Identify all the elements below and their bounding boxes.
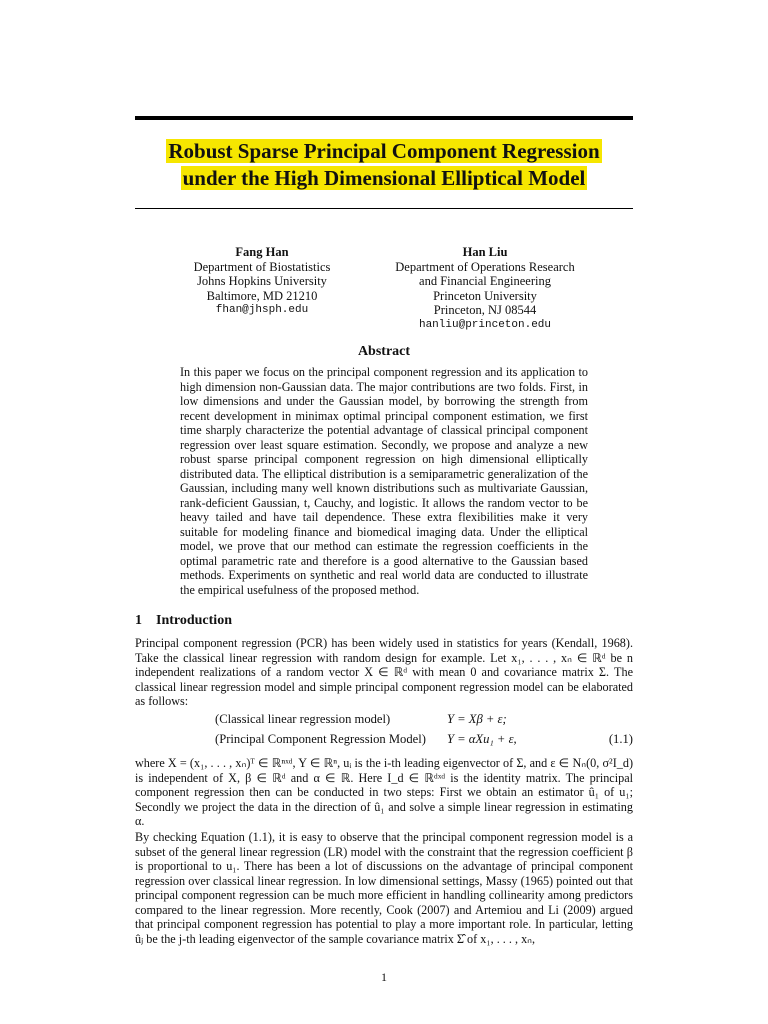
author-email: hanliu@princeton.edu <box>418 318 552 331</box>
author-affiliation-line: Princeton University <box>433 288 537 303</box>
equation-label: (Classical linear regression model) <box>215 712 391 726</box>
abstract-body: In this paper we focus on the principal component regression and its application to high dimension non-Gaussian data. The major contributions are two folds. First, in low dimensions and under the Gaussian model, by borrowing the strength from recent development in minimax optimal principal component estimation, we first time sharply characterize the potential advantage of classical principal component regression over least square estimation. Secondly, we propose and analyze a new robust sparse principal component regression on high dimensional elliptically distributed data. The elliptical distribution is a semiparametric generalization of the Gaussian, including many well known distributions such as multivariate Gaussian, rank-deficient Gaussian, t, Cauchy, and logistic. It allows the random vector to be heavy tailed and have tail dependence. These extra flexibilities make it very suitable for modeling finance and biomedical imaging data. Under the elliptical model, we prove that our method can estimate the regression coefficients in the optimal parametric rate and therefore is a good alternative to the Gaussian based methods. Experiments on synthetic and real world data are conducted to illustrate the empirical usefulness of the proposed method. <box>180 365 588 597</box>
author-block-han-liu <box>380 245 590 333</box>
title-line-1: Robust Sparse Principal Component Regression <box>168 139 600 163</box>
equation-label: (Principal Component Regression Model) <box>215 732 426 746</box>
equation-expression: Y = Xβ + ε; <box>447 712 507 726</box>
page-number: 1 <box>381 970 387 984</box>
author-affiliation-line: Department of Operations Research <box>395 259 575 274</box>
intro-paragraph-2: where X = (x₁, . . . , xₙ)ᵀ ∈ ℝⁿˣᵈ, Y ∈ ℝⁿ, uᵢ is the i-th leading eigenvector of Σ, and ε ∈ Nₙ(0, σ²I_d) is independent of X, β ∈ ℝᵈ and α ∈ ℝ. Here I_d ∈ ℝᵈˣᵈ is the identity matrix. The principal component regression then can be conducted in two steps: First we obtain an estimator û₁ of u₁; Secondly we project the data in the direction of û₁ and solve a simple linear regression in estimating α. <box>135 756 633 828</box>
author-affiliation-line: and Financial Engineering <box>419 274 551 289</box>
title-bottom-rule <box>135 208 633 209</box>
section-number: 1 <box>135 613 142 628</box>
intro-paragraph-3: By checking Equation (1.1), it is easy to observe that the principal component regression model is a subset of the general linear regression (LR) model with the constraint that the regression coefficient β is proportional to u₁. There has been a lot of discussions on the advantage of principal component regression over classical linear regression. In low dimensional settings, Massy (1965) pointed out that principal component regression can be much more efficient in handling collinearity among predictors compared to the linear regression. More recently, Cook (2007) and Artemiou and Li (2009) argued that principal component regression has potential to play a more important role. In particular, letting ûⱼ be the j-th leading eigenvector of the sample covariance matrix Σ̂ of x₁, . . . , xₙ, <box>135 830 633 946</box>
paper-title <box>135 138 633 192</box>
author-affiliation-line: Department of Biostatistics <box>193 259 331 274</box>
section-heading-introduction <box>135 613 232 629</box>
title-top-rule <box>135 116 633 120</box>
author-block-fang-han <box>170 245 354 318</box>
author-email: fhan@jhsph.edu <box>215 304 309 317</box>
equation-expression: Y = αXu₁ + ε, <box>447 732 517 746</box>
equation-row-classical <box>135 712 633 728</box>
intro-paragraph-1: Principal component regression (PCR) has been widely used in statistics for years (Kendall, 1968). Take the classical linear regression with random design for example. Let x₁, . . . , xₙ ∈ ℝᵈ be n independent realizations of a random vector X ∈ ℝᵈ with mean 0 and covariance matrix Σ. The classical linear regression model and simple principal component regression model can be elaborated as follows: <box>135 636 633 708</box>
abstract-heading: Abstract <box>357 344 411 359</box>
author-name: Fang Han <box>235 245 289 259</box>
author-affiliation-line: Princeton, NJ 08544 <box>433 303 537 318</box>
author-affiliation-line: Johns Hopkins University <box>197 274 327 289</box>
author-name: Han Liu <box>462 245 508 259</box>
author-affiliation-line: Baltimore, MD 21210 <box>206 288 318 303</box>
equation-number: (1.1) <box>608 732 633 746</box>
title-line-2: under the High Dimensional Elliptical Model <box>182 166 586 190</box>
section-title: Introduction <box>156 613 232 628</box>
equation-row-pcr <box>135 732 633 748</box>
